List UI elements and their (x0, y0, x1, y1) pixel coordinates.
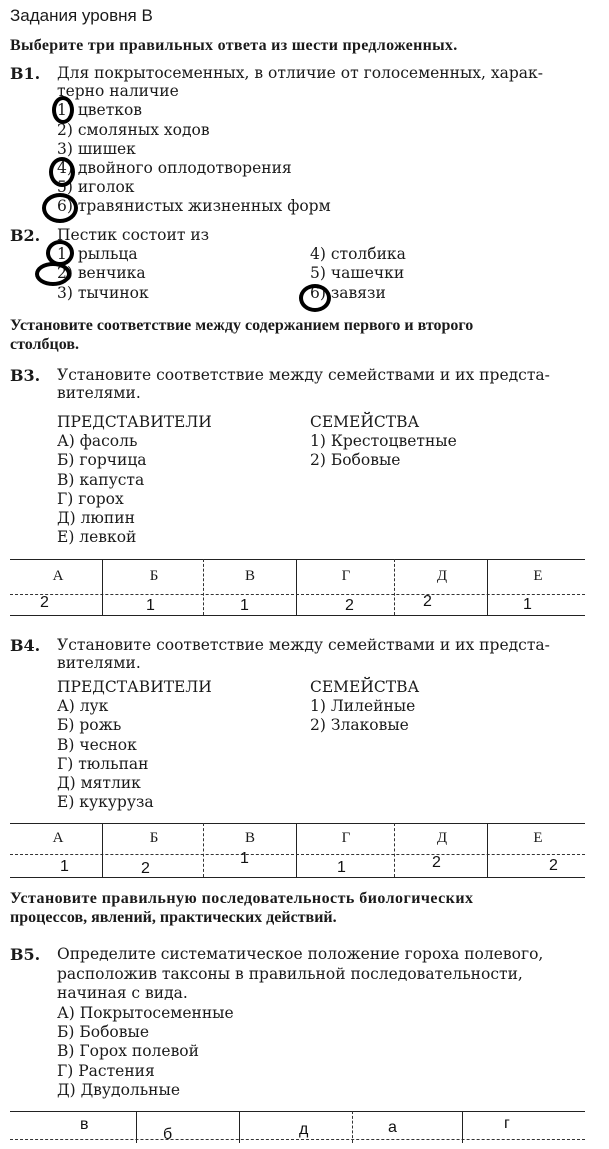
answer-cell[interactable]: 2 (345, 597, 354, 614)
table-header: В (244, 830, 255, 846)
list-item: 1) Крестоцветные (310, 432, 457, 450)
table-header: Б (149, 568, 159, 584)
list-item: В) Горох полевой (57, 1042, 199, 1060)
list-item: 2) Бобовые (310, 451, 401, 469)
table-header: Д (436, 830, 448, 846)
list-item: В) капуста (57, 471, 145, 489)
list-item: Б) горчица (57, 451, 147, 469)
answer-option[interactable]: 6) завязи (310, 284, 386, 302)
question-text: вителями. (57, 654, 141, 672)
answer-circle-mark (35, 262, 71, 286)
answer-option[interactable]: 5) иголок (57, 178, 135, 196)
answer-option[interactable]: 3) тычинок (57, 284, 149, 302)
question-text: вителями. (57, 384, 141, 402)
list-item: Б) рожь (57, 716, 122, 734)
table-header: Г (341, 830, 351, 846)
column-header: ПРЕДСТАВИТЕЛИ (57, 413, 212, 431)
column-header: ПРЕДСТАВИТЕЛИ (57, 678, 212, 696)
list-item: Д) мятлик (57, 774, 141, 792)
instruction-sequence: Установите правильную последовательность биологических (10, 890, 474, 907)
answer-cell[interactable]: 2 (549, 857, 558, 874)
answer-cell[interactable]: 2 (423, 593, 432, 610)
list-item: Б) Бобовые (57, 1023, 149, 1041)
instruction-three: Выберите три правильных ответа из шести предложенных. (10, 37, 458, 54)
answer-cell[interactable]: а (388, 1119, 397, 1136)
list-item: В) чеснок (57, 736, 137, 754)
answer-cell[interactable]: 1 (523, 596, 532, 613)
answer-circle-mark (49, 157, 75, 187)
column-header: СЕМЕЙСТВА (310, 413, 420, 431)
answer-cell[interactable]: б (163, 1126, 173, 1143)
answer-option[interactable]: 6) травянистых жизненных форм (57, 197, 331, 215)
answer-option[interactable]: 5) чашечки (310, 264, 405, 282)
instruction-matching: Установите соответствие между содержанием первого и второго (10, 317, 474, 334)
list-item: 2) Злаковые (310, 716, 409, 734)
answer-cell[interactable]: 2 (432, 854, 441, 871)
answer-option[interactable]: 4) двойного оплодотворения (57, 159, 292, 177)
answer-cell[interactable]: 2 (141, 860, 150, 877)
answer-cell[interactable]: 2 (40, 594, 49, 611)
question-text: терно наличие (57, 82, 179, 100)
list-item: Д) Двудольные (57, 1081, 181, 1099)
question-number: В4. (10, 636, 41, 655)
table-header: А (52, 830, 64, 846)
answer-option[interactable]: 2) венчика (57, 264, 146, 282)
answer-cell[interactable]: 1 (240, 850, 249, 867)
table-header: В (244, 568, 255, 584)
answer-circle-mark (52, 96, 74, 124)
question-text: начиная с вида. (57, 984, 188, 1002)
answer-cell[interactable]: 1 (146, 597, 155, 614)
list-item: Г) горох (57, 490, 124, 508)
answer-cell[interactable]: 1 (337, 859, 346, 876)
question-number: В2. (10, 226, 41, 245)
answer-cell[interactable]: 1 (60, 858, 69, 875)
table-header: Д (436, 568, 448, 584)
question-text: расположив таксоны в правильной последовательности, (57, 965, 523, 983)
answer-cell[interactable]: 1 (240, 597, 249, 614)
question-text: Определите систематическое положение гороха полевого, (57, 945, 544, 963)
answer-option[interactable]: 1) рыльца (57, 245, 138, 263)
column-header: СЕМЕЙСТВА (310, 678, 420, 696)
list-item: Д) люпин (57, 509, 135, 527)
list-item: Г) тюльпан (57, 755, 149, 773)
answer-circle-mark (42, 193, 78, 223)
instruction-sequence: процессов, явлений, практических действий. (10, 909, 337, 926)
question-number: В1. (10, 64, 41, 83)
table-header: А (52, 568, 64, 584)
table-header: Е (533, 830, 543, 846)
table-header: Е (533, 568, 543, 584)
question-text: Установите соответствие между семействами и их предста- (57, 366, 550, 384)
answer-cell[interactable]: д (299, 1121, 309, 1138)
answer-option[interactable]: 1) цветков (57, 101, 143, 119)
list-item: А) Покрытосеменные (57, 1004, 234, 1022)
table-header: Б (149, 830, 159, 846)
list-item: Г) Растения (57, 1062, 155, 1080)
answer-circle-mark (299, 284, 331, 312)
question-number: В5. (10, 945, 41, 964)
question-text: Пестик состоит из (57, 226, 210, 244)
list-item: 1) Лилейные (310, 697, 416, 715)
section-title: Задания уровня В (10, 6, 153, 25)
list-item: Е) кукуруза (57, 793, 154, 811)
answer-option[interactable]: 3) шишек (57, 140, 136, 158)
table-header: Г (341, 568, 351, 584)
instruction-matching: столбцов. (10, 336, 79, 353)
list-item: А) фасоль (57, 432, 138, 450)
list-item: Е) левкой (57, 528, 137, 546)
answer-option[interactable]: 2) смоляных ходов (57, 121, 210, 139)
question-text: Для покрытосеменных, в отличие от голосеменных, харак- (57, 64, 543, 82)
question-text: Установите соответствие между семействами и их предста- (57, 636, 550, 654)
list-item: А) лук (57, 697, 109, 715)
question-number: В3. (10, 366, 41, 385)
answer-cell[interactable]: в (80, 1116, 89, 1133)
answer-cell[interactable]: г (504, 1115, 510, 1132)
answer-option[interactable]: 4) столбика (310, 245, 406, 263)
